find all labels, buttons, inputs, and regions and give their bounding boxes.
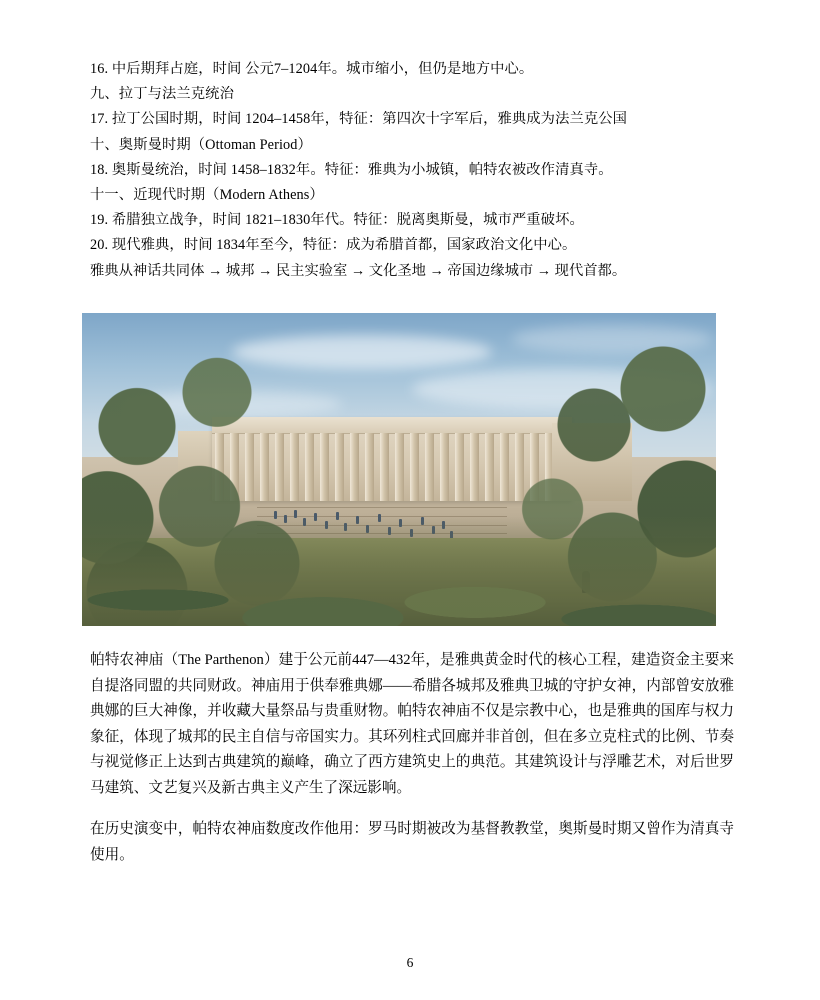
outline-section xyxy=(90,57,730,284)
foreground-bushes xyxy=(82,516,716,626)
outline-line: 19. 希腊独立战争，时间 1821–1830年代。特征：脱离奥斯曼，城市严重破坏。 xyxy=(90,212,584,229)
body-paragraph: 帕特农神庙（The Parthenon）建于公元前447—432年，是雅典黄金时代的核心工程，建造资金主要来自提洛同盟的共同财政。神庙用于供奉雅典娜——希腊各城邦及雅典卫城的守护女神，内部曾安放雅典娜的巨大神像，并收藏大量祭品与贵重财物。帕特农神庙不仅是宗教中心，也是雅典的国库与权力象征，体现了城邦的民主自信与帝国实力。其环列柱式回廊并非首创，但在多立克柱式的比例、节奏与视觉修正上达到古典建筑的巅峰，确立了西方建筑史上的典范。其建筑设计与浮雕艺术，对后世罗马建筑、文艺复兴及新古典主义产生了深远影响。 xyxy=(90,652,734,796)
page-number: 6 xyxy=(406,955,414,970)
parthenon-photo xyxy=(82,313,716,626)
outline-line: 九、拉丁与法兰克统治 xyxy=(90,86,234,103)
body-paragraph: 在历史演变中，帕特农神庙数度改作他用：罗马时期被改为基督教教堂，奥斯曼时期又曾作为清真寺使用。 xyxy=(90,821,734,863)
outline-line: 16. 中后期拜占庭，时间 公元7–1204年。城市缩小，但仍是地方中心。 xyxy=(90,61,534,77)
outline-line: 17. 拉丁公国时期，时间 1204–1458年，特征：第四次十字军后，雅典成为法兰克公国 xyxy=(90,111,628,128)
outline-line: 18. 奥斯曼统治，时间 1458–1832年。特征：雅典为小城镇，帕特农被改作清真寺。 xyxy=(90,161,613,178)
outline-list xyxy=(90,57,730,259)
outline-line: 十、奥斯曼时期（Ottoman Period） xyxy=(90,136,312,153)
summary-line: 雅典从神话共同体 → 城邦 → 民主实验室 → 文化圣地 → 帝国边缘城市 → 现代首都。 xyxy=(90,262,627,279)
outline-line: 十一、近现代时期（Modern Athens） xyxy=(90,187,324,204)
outline-line: 20. 现代雅典，时间 1834年至今，特征：成为希腊首都，国家政治文化中心。 xyxy=(90,237,577,254)
photo-canvas xyxy=(82,313,716,626)
